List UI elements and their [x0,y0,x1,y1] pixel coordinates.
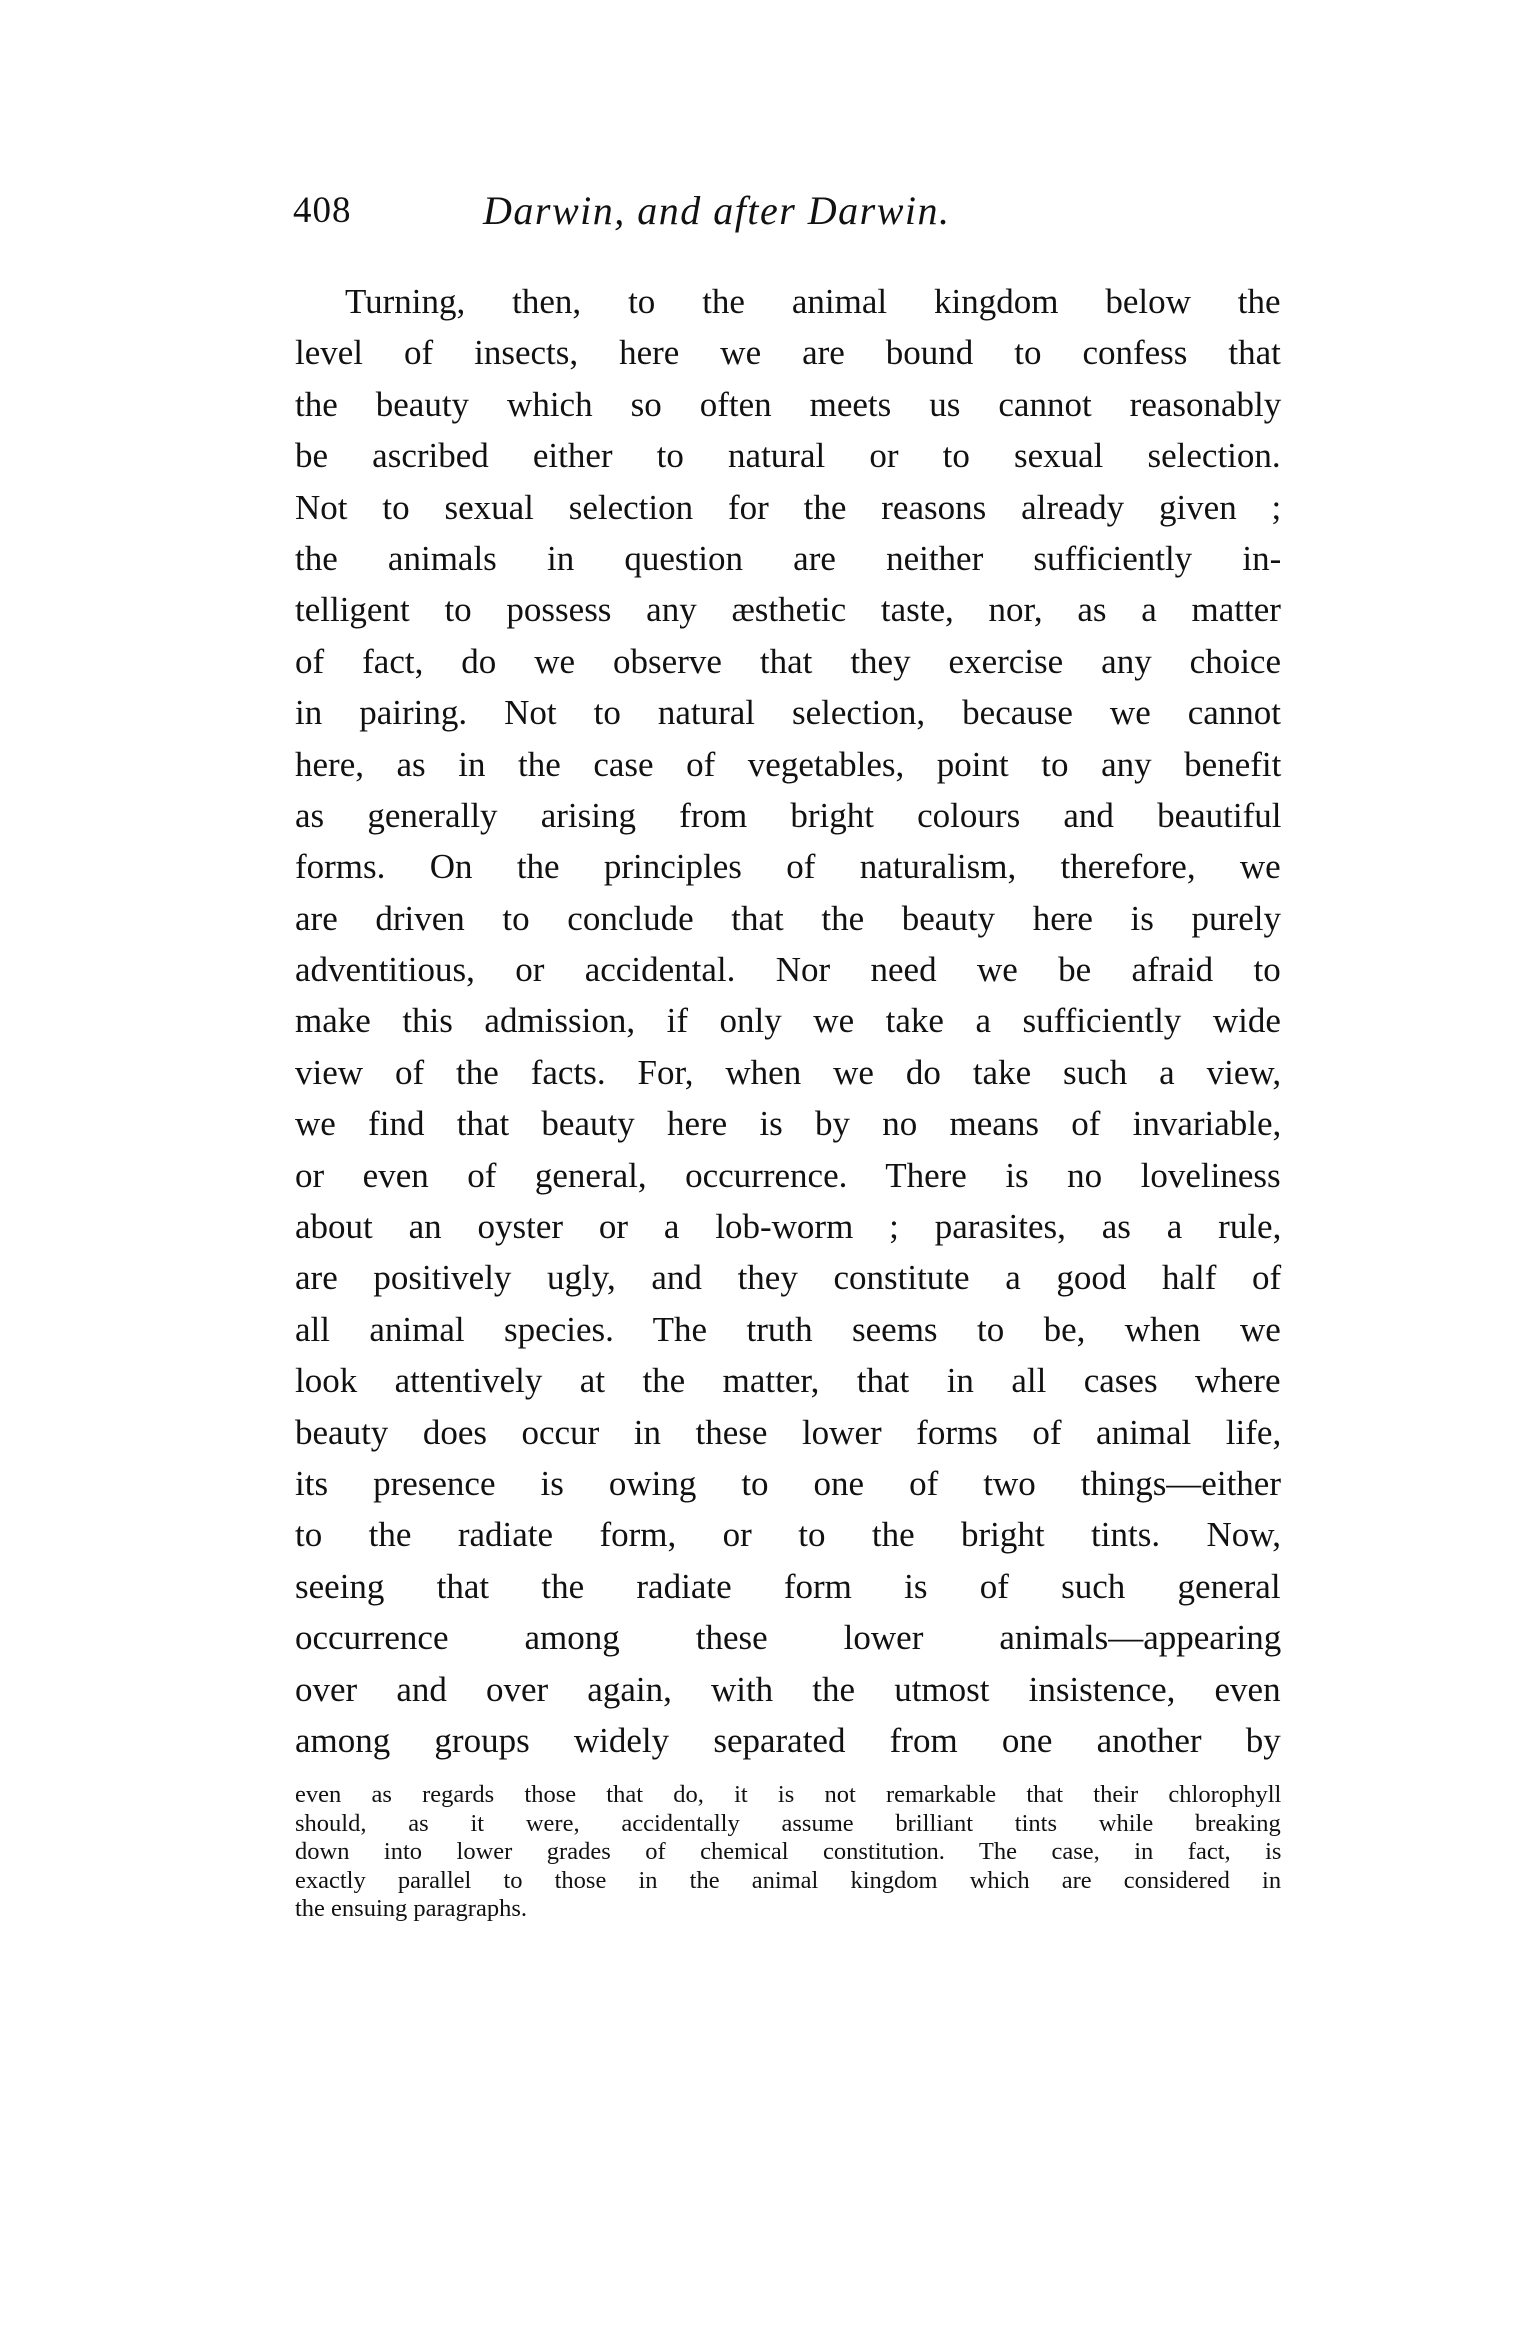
body-line: its presence is owing to one of two things—either [295,1463,1281,1503]
body-line: telligent to possess any æsthetic taste, nor, as a matter [295,590,1281,630]
body-line: all animal species. The truth seems to be, when we [295,1309,1281,1349]
body-line: here, as in the case of vegetables, point to any benefit [295,744,1282,784]
body-line: the beauty which so often meets us cannot reasonably [295,384,1282,424]
body-line: we find that beauty here is by no means of invariable, [295,1104,1282,1144]
body-line: adventitious, or accidental. Nor need we be afraid to [295,950,1281,990]
body-line: or even of general, occurrence. There is no loveliness [295,1155,1281,1195]
running-head [293,183,1283,239]
body-line: look attentively at the matter, that in all cases where [295,1361,1281,1401]
body-line: as generally arising from bright colours and beautiful [295,795,1282,835]
body-line: of fact, do we observe that they exercise any choice [295,641,1282,681]
footnote-line: down into lower grades of chemical constitution. The case, in fact, is [295,1838,1282,1866]
running-title: Darwin, and after Darwin. [483,188,951,233]
body-line: level of insects, here we are bound to confess that [295,333,1281,373]
body-line: are driven to conclude that the beauty here is purely [295,898,1281,938]
body-line: among groups widely separated from one another by [295,1720,1281,1760]
body-line: forms. On the principles of naturalism, therefore, we [295,847,1281,887]
body-line: Not to sexual selection for the reasons already given ; [295,487,1282,527]
body-line: in pairing. Not to natural selection, because we cannot [295,693,1282,733]
footnote-line: the ensuing paragraphs. [295,1895,527,1923]
body-line: are positively ugly, and they constitute a good half of [295,1258,1282,1298]
footnote-line: should, as it were, accidentally assume brilliant tints while breaking [295,1809,1281,1837]
body-line: be ascribed either to natural or to sexual selection. [295,436,1281,476]
body-line: beauty does occur in these lower forms of animal life, [295,1412,1282,1452]
footnote-line: even as regards those that do, it is not remarkable that their chlorophyll [295,1781,1282,1808]
footnote [295,1781,1281,1924]
body-line: to the radiate form, or to the bright tints. Now, [295,1515,1282,1555]
page-number: 408 [293,190,352,231]
body-line: make this admission, if only we take a sufficiently wide [295,1001,1281,1041]
body-line: seeing that the radiate form is of such general [295,1566,1281,1606]
body-line: Turning, then, to the animal kingdom below the [345,282,1281,321]
body-line: over and over again, with the utmost insistence, even [295,1669,1281,1709]
body-line: the animals in question are neither sufficiently in- [295,538,1282,578]
body-line: view of the facts. For, when we do take such a view, [295,1052,1282,1092]
body-line: about an oyster or a lob-worm ; parasites, as a rule, [295,1207,1282,1247]
footnote-line: exactly parallel to those in the animal kingdom which are considered in [295,1866,1282,1894]
body-paragraph [295,276,1281,1766]
body-line: occurrence among these lower animals—appearing [295,1618,1282,1658]
